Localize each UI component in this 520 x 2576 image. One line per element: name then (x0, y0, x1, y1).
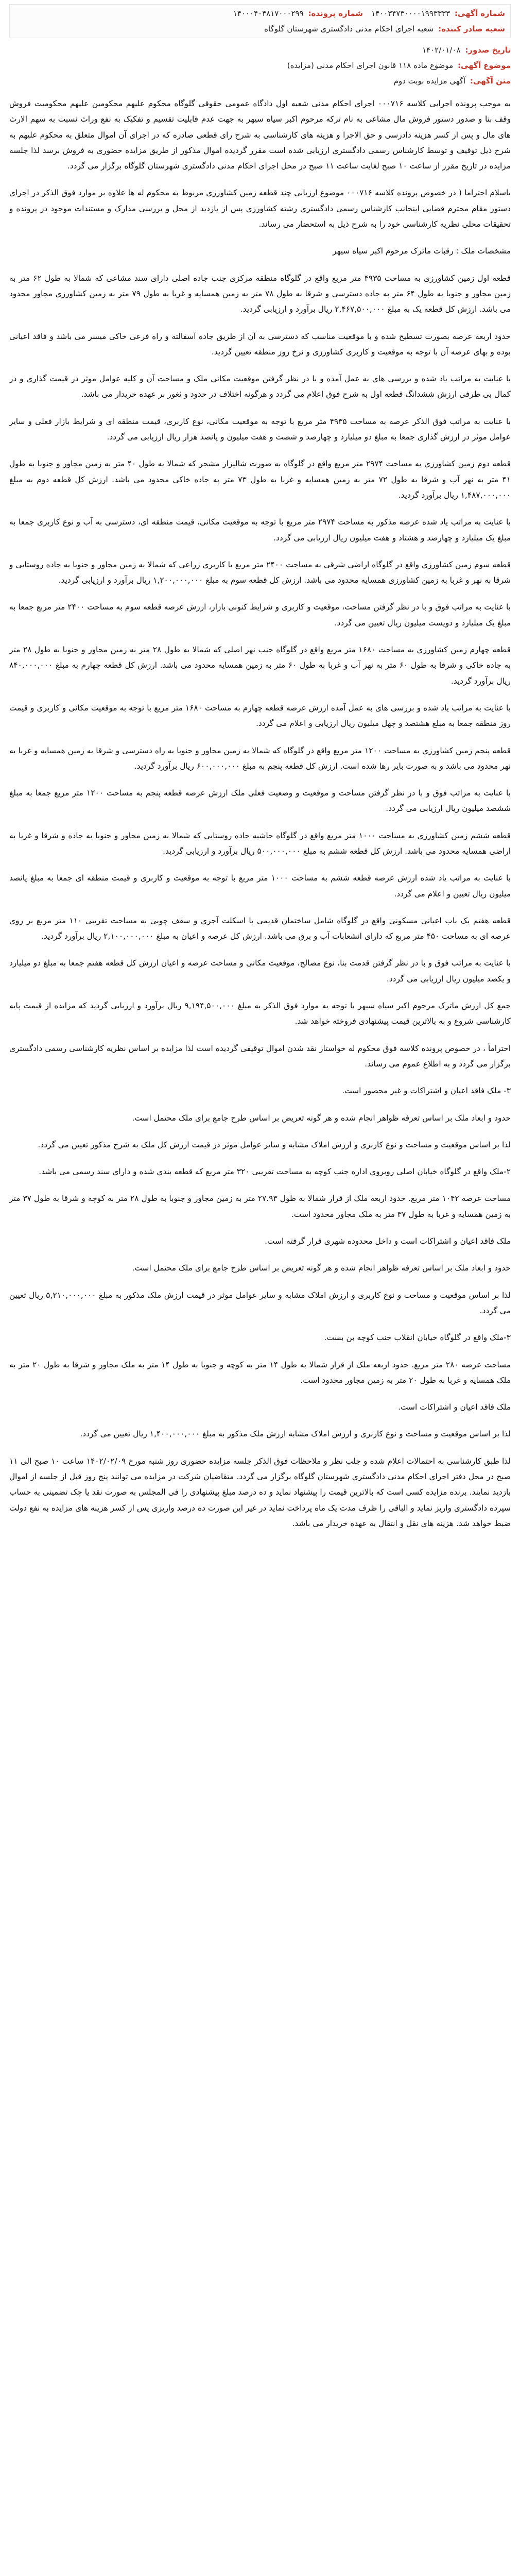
tracking-number-label: شماره پرونده: (308, 9, 363, 18)
paragraph: لذا بر اساس موقعیت و مساحت و نوع کاربری و ارزش املاک مشابه و سایر عوامل موثر در قیمت ارزش کل ملک به شرح مذکور تعیین می گردد. (38, 1140, 511, 1149)
paragraph: ۲-ملک واقع در گلوگاه خیابان اصلی روبروی اداره جنب کوچه به مساحت تقریبی ۳۲۰ متر مربع که قطعه بندی شده و دارای سند رسمی می باشد. (39, 1167, 511, 1177)
issuing-unit-value: شعبه اجرای احکام مدنی دادگستری شهرستان گلوگاه (264, 24, 434, 33)
paragraph: قطعه دوم زمین کشاورزی به مساحت ۲۹۷۴ متر مربع واقع در گلوگاه به صورت شالیزار مشجر که شمالا به طول ۴۰ متر به زمین مجاور و جنوبا به طول ۴۱ متر به نهر آب و شرقا به طول ۷۲ متر به زمین همسایه و غربا به طول ۷۳ متر به جاده خاکی محدود می باشد. ارزش کل قطعه دوم به مبلغ ۱,۴۸۷,۰۰۰,۰۰۰ ریال برآورد گردید. (9, 459, 511, 500)
subject-row (9, 58, 511, 73)
issuing-unit (264, 21, 505, 37)
paragraph: لذا طبق کارشناسی به احتمالات اعلام شده و جلب نظر و ملاحظات فوق الذکر جلسه مزایده حضوری روز شنبه مورخ ۱۴۰۲/۰۲/۰۹ ساعت ۱۰ صبح الی ۱۱ صبح در محل دفتر اجرای احکام مدنی دادگستری شهرستان گلوگاه برگزار می گردد. متقاضیان شرکت در مزایده می توانند پنج روز قبل از جلسه از اموال بازدید نمایند. برنده مزایده کسی است که بالاترین قیمت را پیشنهاد نماید و ده درصد مبلغ پیشنهادی را فی المجلس به صورت نقد یا چک تضمینی به حساب سپرده دادگستری واریز نماید و الباقی را ظرف مدت یک ماه پرداخت نماید در غیر این صورت ده درصد واریزی پس از کسر هزینه های مزایده به نفع دولت ضبط خواهد شد. هزینه های نقل و انتقال به عهده خریدار می باشد. (9, 1456, 511, 1528)
paragraph: قطعه ششم زمین کشاورزی به مساحت ۱۰۰۰ متر مربع واقع در گلوگاه حاشیه جاده روستایی که شمالا به زمین مجاور و جنوبا به جاده و شرقا و غربا به اراضی همسایه محدود می باشد. ارزش کل قطعه ششم به مبلغ ۵۰۰,۰۰۰,۰۰۰ ریال برآورد و ارزیابی گردید. (9, 831, 511, 856)
paragraph: با عنایت به مراتب فوق الذکر عرصه به مساحت ۴۹۳۵ متر مربع با توجه به موقعیت مکانی، نوع کاربری، قیمت منطقه ای و شرایط بازار فعلی و سایر عوامل موثر در ارزش گذاری جمعا به مبلغ دو میلیارد و چهارصد و شصت و هفت میلیون و پانصد هزار ریال ارزیابی می گردد. (9, 416, 511, 442)
paragraph: با عنایت به مراتب یاد شده و بررسی های به عمل آمده ارزش عرصه قطعه چهارم به مساحت ۱۶۸۰ متر مربع با توجه به موقعیت مکانی و کاربری و قیمت روز منطقه جمعا به مبلغ هشتصد و چهل میلیون ریال ارزیابی و اعلام می گردد. (9, 703, 511, 728)
issuing-unit-label: شعبه صادر کننده: (438, 24, 505, 33)
paragraph: جمع کل ارزش ماترک مرحوم اکبر سیاه سیهر با توجه به موارد فوق الذکر به مبلغ ۹,۱۹۴,۵۰۰,۰۰۰ ریال برآورد و ارزیابی گردید که مزایده از قیمت پایه کارشناسی شروع و به بالاترین قیمت پیشنهادی فروخته خواهد شد. (9, 1001, 511, 1026)
paragraph: حدود اربعه عرصه بصورت تسطیح شده و با موقعیت مناسب که دسترسی به آن از طریق جاده آسفالته و راه فرعی خاکی میسر می باشد و فاقد اعیانی بوده و بهای عرصه آن با توجه به موقعیت و کاربری کشاورزی و نرخ روز منطقه تعیین گردید. (9, 331, 511, 357)
paragraph: قطعه سوم زمین کشاورزی واقع در گلوگاه اراضی شرقی به مساحت ۲۴۰۰ متر مربع با کاربری زراعی که شمالا به زمین مجاور و جنوبا به جاده روستایی و شرقا به نهر و غربا به زمین کشاورزی همسایه محدود می باشد. ارزش کل قطعه سوم به مبلغ ۱,۲۰۰,۰۰۰,۰۰۰ ریال برآورد و ارزیابی گردید. (9, 560, 511, 585)
subject-label: موضوع آگهی: (457, 61, 511, 70)
paragraph: قطعه پنجم زمین کشاورزی به مساحت ۱۲۰۰ متر مربع واقع در گلوگاه که شمالا به زمین مجاور و جنوبا به راه دسترسی و شرقا به زمین همسایه و غربا به نهر محدود می باشد و به صورت بایر رها شده است. ارزش کل قطعه پنجم به مبلغ ۶۰۰,۰۰۰,۰۰۰ ریال برآورد گردید. (9, 745, 511, 771)
tracking-number (233, 6, 363, 21)
paragraph: با عنایت به مراتب یاد شده و بررسی های به عمل آمده و با در نظر گرفتن موقعیت مکانی ملک و مساحت آن و کلیه عوامل موثر در قیمت گذاری و در کمال بی طرفی ارزش ششدانگ قطعه اول به شرح فوق اعلام می گردد و هرگونه اختلاف در حدود و ثغور بر عهده خریدار می باشد. (9, 374, 511, 399)
paragraph: با عنایت به مراتب فوق و با در نظر گرفتن مساحت، موقعیت و کاربری و شرایط کنونی بازار، ارزش عرصه قطعه سوم به مساحت ۲۴۰۰ متر مربع جمعا به مبلغ یک میلیارد و دویست میلیون ریال تعیین می گردد. (9, 602, 511, 628)
paragraph: قطعه اول زمین کشاورزی به مساحت ۴۹۳۵ متر مربع واقع در گلوگاه منطقه مرکزی جنب جاده اصلی دارای سند مشاعی که شمالا به طول ۶۲ متر به زمین مجاور و جنوبا به طول ۶۴ متر به جاده دسترسی و شرقا به طول ۷۸ متر به زمین همسایه و غربا به طول ۷۹ متر به زمین کشاورزی مجاور محدود می باشد. ارزش کل قطعه یک به مبلغ ۲,۴۶۷,۵۰۰,۰۰۰ ریال برآورد و ارزیابی گردید. (9, 273, 511, 314)
paragraph: ملک فاقد اعیان و اشتراکات است. (398, 1402, 511, 1412)
paragraph: با عنایت به مراتب فوق و با در نظر گرفتن قدمت بنا، نوع مصالح، موقعیت مکانی و مساحت عرصه و اعیان ارزش کل قطعه هفتم جمعا به مبلغ دو میلیارد و یکصد میلیون ریال ارزیابی می گردد. (9, 958, 511, 984)
text-title-row (9, 73, 511, 89)
paragraph: قطعه هفتم یک باب اعیانی مسکونی واقع در گلوگاه شامل ساختمان قدیمی با اسکلت آجری و سقف چوبی به مساحت تقریبی ۱۱۰ متر مربع بر روی عرصه ای به مساحت ۴۵۰ متر مربع که دارای انشعابات آب و برق می باشد. ارزش کل عرصه و اعیان به مبلغ ۲,۱۰۰,۰۰۰,۰۰۰ ریال برآورد گردید. (9, 916, 511, 941)
paragraph: با عنایت به مراتب فوق و با در نظر گرفتن مساحت و موقعیت و وضعیت فعلی ملک ارزش عرصه قطعه پنجم به مساحت ۱۲۰۰ متر مربع جمعا به مبلغ ششصد میلیون ریال ارزیابی می گردد. (9, 788, 511, 814)
ad-number-label: شماره آگهی: (454, 9, 505, 18)
paragraph: مساحت عرصه ۱۰۴۲ متر مربع. حدود اربعه ملک از قرار شمالا به طول ۲۷.۹۳ متر به زمین مجاور و جنوبا به طول ۲۸ متر به کوچه و شرقا به طول ۳۷ متر به زمین همسایه و غربا به طول ۳۷ متر به ملک مجاور محدود است. (9, 1194, 511, 1219)
paragraph: مساحت عرصه ۲۸۰ متر مربع. حدود اربعه ملک از قرار شمالا به طول ۱۴ متر به کوچه و جنوبا به طول ۱۴ متر به ملک مجاور و شرقا به طول ۲۰ متر به ملک همسایه و غربا به طول ۲۰ متر به زمین مجاور محدود است. (9, 1360, 511, 1385)
issue-date-label: تاریخ صدور: (465, 45, 511, 55)
paragraph: لذا بر اساس موقعیت و مساحت و نوع کاربری و ارزش املاک مشابه ارزش ملک مذکور به مبلغ ۱,۴۰۰,۰۰۰,۰۰۰ ریال تعیین می گردد. (80, 1429, 511, 1439)
text-title-label: متن آگهی: (470, 76, 511, 86)
ad-body-text (9, 96, 511, 1531)
text-title-value: آگهی مزایده نوبت دوم (393, 76, 466, 86)
paragraph: قطعه چهارم زمین کشاورزی به مساحت ۱۶۸۰ متر مربع واقع در گلوگاه جنب نهر اصلی که شمالا به طول ۲۸ متر به زمین مجاور و جنوبا به طول ۲۸ متر به جاده خاکی و شرقا به طول ۶۰ متر به نهر آب و غربا به طول ۶۰ متر به زمین همسایه محدود می باشد. ارزش کل قطعه چهارم به مبلغ ۸۴۰,۰۰۰,۰۰۰ ریال برآورد گردید. (9, 645, 511, 686)
ad-meta-header (9, 4, 511, 38)
paragraph: با عنایت به مراتب یاد شده عرصه مذکور به مساحت ۲۹۷۴ متر مربع با توجه به موقعیت مکانی، قیمت منطقه ای، دسترسی به آب و نوع کاربری جمعا به مبلغ یک میلیارد و چهارصد و هشتاد و هفت میلیون ریال ارزیابی می گردد. (9, 517, 511, 543)
paragraph: حدود و ابعاد ملک بر اساس تعرفه ظواهر انجام شده و هر گونه تعریض بر اساس طرح جامع برای ملک محتمل است. (132, 1113, 511, 1123)
issue-date-row (9, 42, 511, 58)
paragraph: لذا بر اساس موقعیت و مساحت و نوع کاربری و ارزش املاک مشابه و سایر عوامل موثر در قیمت ارزش ملک مذکور به مبلغ ۵,۲۱۰,۰۰۰,۰۰۰ ریال تعیین می گردد. (9, 1290, 511, 1315)
subject-value: موضوع ماده ۱۱۸ قانون اجرای احکام مدنی (مزایده) (287, 61, 454, 70)
tracking-number-value: ۱۴۰۰۰۴۰۴۸۱۷۰۰۰۲۹۹ (233, 9, 304, 18)
ad-number-value: ۱۴۰۰۳۴۷۳۰۰۰۰۱۹۹۳۳۳۳ (371, 9, 450, 18)
paragraph: ۳- ملک فاقد اعیان و اشتراکات و غیر محصور است. (342, 1086, 511, 1096)
paragraph: به موجب پرونده اجرایی کلاسه ۰۰۰۷۱۶ اجرای احکام مدنی شعبه اول دادگاه عمومی حقوقی گلوگاه محکوم علیهم محکومین علیهم محکومیت فروش وقف بنا و صدور دستور فروش مال مشاعی به نام ترکه مرحوم اکبر سیاه سیهر به جهت عدم قابلیت تقسیم و تفکیک به نفع وراث نسبت به سهم الارث های مال و پس از کسر هزینه دادرسی و حق الاجرا و هزینه های کارشناسی به شرح رای قطعی صادره که در اجرای آن اموال متعلق به محکوم علیهم به شرح ذیل توقیف و توسط کارشناس رسمی دادگستری ارزیابی شده است مقرر گردیده اموال مذکور از طریق مزایده حضوری به فروش برسد لذا جلسه مزایده در تاریخ مقرر از ساعت ۱۰ صبح لغایت ساعت ۱۱ صبح در محل اجرای احکام مدنی دادگستری شهرستان گلوگاه برگزار می گردد. (9, 99, 511, 171)
paragraph: باسلام احتراما ( در خصوص پرونده کلاسه ۰۰۰۷۱۶ موضوع ارزیابی چند قطعه زمین کشاورزی مربوط به محکوم له ها علاوه بر موارد فوق الذکر در اجرای دستور مقام محترم قضایی اینجانب کارشناس رسمی دادگستری رشته کشاورزی پس از بازدید از محل و بررسی مدارک و مستندات موجود در پرونده و تحقیقات محلی نظریه کارشناسی خود را به شرح ذیل به استحضار می رساند. (9, 188, 511, 229)
paragraph: مشخصات ملک : رقبات ماترک مرحوم اکبر سیاه سیهر (333, 246, 511, 256)
paragraph: ۳-ملک واقع در گلوگاه خیابان انقلاب جنب کوچه بن بست. (324, 1333, 511, 1343)
paragraph: با عنایت به مراتب یاد شده ارزش عرصه قطعه ششم به مساحت ۱۰۰۰ متر مربع با توجه به موقعیت و کاربری و قیمت منطقه ای جمعا به مبلغ پانصد میلیون ریال تعیین و اعلام می گردد. (9, 873, 511, 899)
ad-number (371, 6, 505, 21)
paragraph: احتراماً ، در خصوص پرونده کلاسه فوق محکوم له خواستار نقد شدن اموال توقیفی گردیده است لذا مزایده بر اساس نظریه کارشناسی رسمی دادگستری برگزار می گردد و به اطلاع عموم می رساند. (9, 1043, 511, 1069)
issue-date-value: ۱۴۰۲/۰۱/۰۸ (422, 45, 461, 55)
paragraph: حدود و ابعاد ملک بر اساس تعرفه ظواهر انجام شده و هر گونه تعریض بر اساس طرح جامع برای ملک محتمل است. (132, 1263, 511, 1273)
paragraph: ملک فاقد اعیان و اشتراکات است و داخل محدوده شهری قرار گرفته است. (265, 1236, 511, 1246)
